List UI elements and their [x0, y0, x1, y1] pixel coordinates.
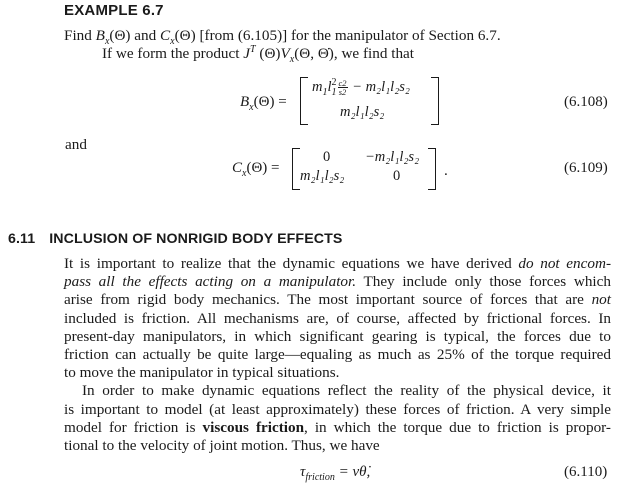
eq-6-109-lhs-symbol: C: [232, 160, 243, 176]
eq-6-109-left-bracket: [292, 148, 300, 190]
eq-6-109-lhs-sub: x: [242, 168, 247, 179]
body-line: [64, 255, 611, 273]
eq-6-109-r2c2: 0: [393, 168, 401, 184]
eq-6-109-lhs-arg: (Θ) =: [246, 160, 280, 176]
symbol-j-sup: T: [250, 43, 256, 55]
eq-6-109-r1c2: −m₂l₁l₂s₂: [365, 149, 420, 165]
eq-6-108-fraction: [338, 79, 348, 96]
eq-6-108-left-bracket: [300, 77, 308, 125]
eq-6-108-row-1-rest: − m₂l₁l₂s₂: [348, 79, 410, 95]
example-heading: EXAMPLE 6.7: [64, 2, 164, 19]
eq-6-108-lhs-sub: x: [249, 102, 254, 113]
and-word: and: [65, 136, 87, 153]
body-emphasis: not: [591, 291, 611, 309]
symbol-v: V: [280, 45, 290, 62]
eq-6-109-trailing: .: [444, 162, 448, 179]
eq-6-108-l1-sup: 2: [331, 77, 337, 89]
example-line-1-prefix: Find: [64, 27, 96, 44]
eq-6-108-right-bracket: [431, 77, 439, 125]
body-line: [64, 291, 611, 309]
body-line: is important to model (at least approximately) these forces of friction. A very simple: [64, 400, 611, 418]
symbol-b: B: [95, 27, 105, 44]
eq-6-108-number: (6.108): [564, 94, 608, 110]
symbol-c: C: [160, 27, 171, 44]
eq-6-108-fraction-num: c2: [338, 78, 347, 89]
body-text-run: , in which the torque due to friction is propor-: [304, 418, 611, 436]
eq-6-108-lhs: [240, 94, 287, 111]
eq-6-109-right-bracket: [428, 148, 436, 190]
body-line: to move the manipulator in typical situations.: [64, 364, 340, 382]
eq-6-109-number: (6.109): [564, 160, 608, 176]
example-line-1: [64, 27, 501, 46]
body-line: [64, 419, 611, 437]
eq-6-110: [300, 464, 370, 481]
example-line-2: [102, 45, 414, 64]
body-line: [64, 273, 611, 291]
symbol-v-sub: x: [289, 54, 295, 66]
eq-6-108-m1: m: [312, 79, 323, 95]
body-strong: viscous friction: [202, 418, 305, 436]
eq-6-108-row-1: [312, 79, 410, 96]
eq-6-109-r2c1: m₂l₁l₂s₂: [300, 168, 345, 184]
body-text-run: It is important to realize that the dynamic equations we have derived: [64, 255, 519, 272]
section-title: INCLUSION OF NONRIGID BODY EFFECTS: [49, 231, 343, 247]
symbol-j: J: [243, 45, 251, 62]
body-line: included is friction. All mechanisms are, of course, affected by frictional forces. In: [64, 309, 611, 327]
eq-6-108-lhs-symbol: B: [240, 94, 250, 110]
eq-6-110-tau-sub: friction: [305, 472, 335, 483]
eq-6-108-l1-sub: 1: [331, 86, 337, 98]
eq-6-110-tau: τ: [300, 464, 306, 480]
section-heading: [8, 231, 342, 247]
body-text-run: They include only those forces which: [356, 273, 611, 291]
example-line-2-mid: (Θ): [255, 45, 281, 62]
body-text-run: model for friction is: [64, 418, 203, 436]
eq-6-110-rhs: = vθ̇,: [334, 464, 371, 480]
eq-6-108-l1: l: [327, 79, 332, 95]
body-emphasis: do not encom-: [518, 255, 611, 272]
body-text-run: arise from rigid body mechanics. The most important source of forces that are: [64, 291, 592, 309]
eq-6-108-lhs-arg: (Θ) =: [253, 94, 287, 110]
eq-6-109-lhs: [232, 160, 280, 177]
body-line: present-day manipulators, in which significant gearing is typical, the forces due to: [64, 327, 611, 345]
example-line-1-arg: (Θ) and: [109, 27, 160, 44]
section-number: 6.11: [8, 231, 36, 247]
example-line-1-tail: (Θ) [from (6.105)] for the manipulator of Section 6.7.: [174, 27, 501, 44]
body-line: friction can actually be quite large—equaling as much as 25% of the torque required: [64, 346, 611, 364]
body-line: tional to the velocity of joint motion. Thus, we have: [64, 437, 380, 455]
eq-6-109-r1c1: 0: [323, 149, 331, 165]
eq-6-110-number: (6.110): [564, 464, 608, 480]
body-text: [64, 255, 611, 455]
example-line-2-tail: (Θ, Θ̇), we find that: [294, 45, 414, 62]
eq-6-108-fraction-den: s2: [338, 87, 347, 98]
symbol-c-sub: x: [170, 36, 175, 48]
symbol-b-sub: x: [104, 36, 110, 48]
eq-6-108-m1-sub: 1: [322, 86, 328, 98]
eq-6-108-row-2: m₂l₁l₂s₂: [340, 104, 385, 120]
body-line: In order to make dynamic equations reflect the reality of the physical device, it: [82, 382, 611, 400]
example-line-2-prefix: If we form the product: [102, 45, 244, 62]
body-emphasis: pass all the effects acting on a manipulator.: [64, 273, 357, 291]
